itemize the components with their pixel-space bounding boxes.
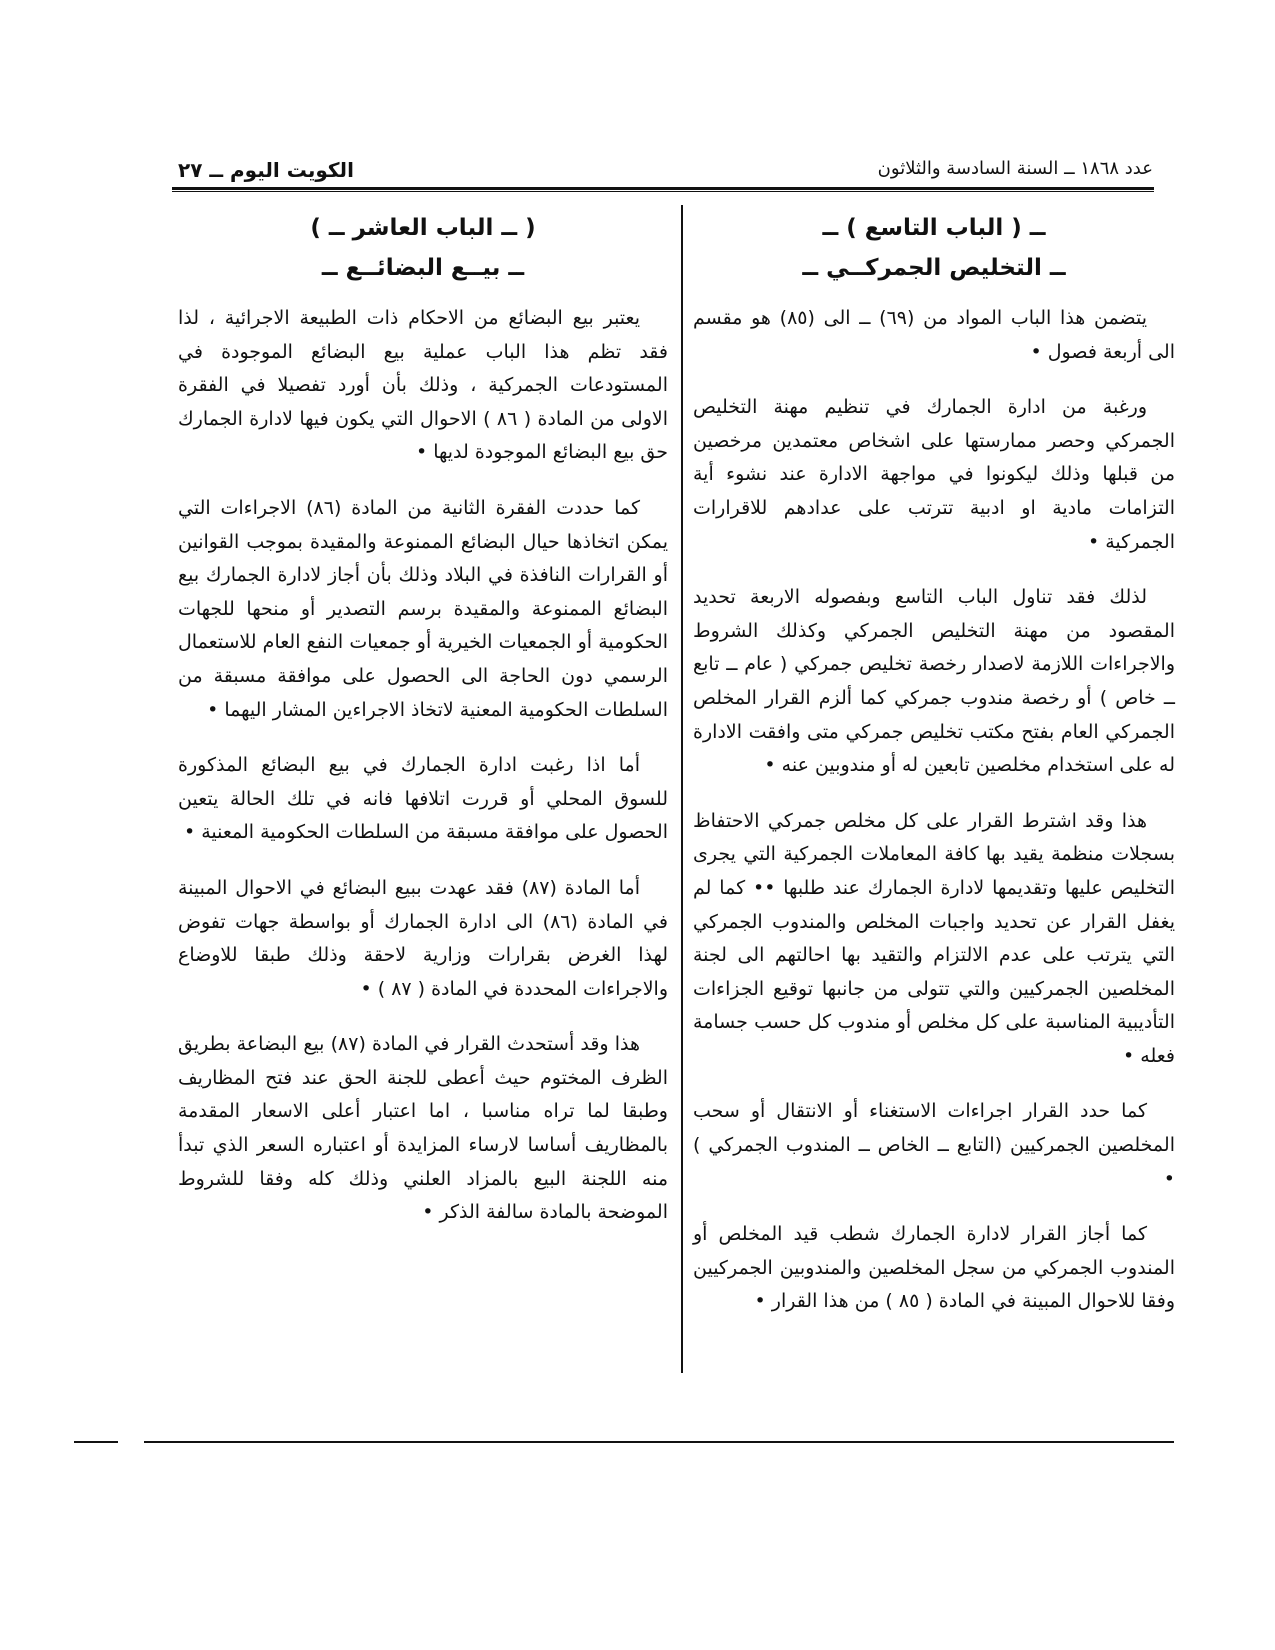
paragraph: أما المادة (٨٧) فقد عهدت ببيع البضائع في الاحوال المبينة في المادة (٨٦) الى ادارة الجمارك أو بواسطة جهات تفوض لهذا الغرض بقرارات وزارية لاحقة وذلك طبقا للاوضاع والاجراءات المحددة في المادة ( ٨٧ ) •: [178, 876, 669, 1000]
chapter-title: ــ ( الباب التاسع ) ــ: [822, 215, 1046, 241]
paragraph: كما حدد القرار اجراءات الاستغناء أو الانتقال أو سحب المخلصين الجمركيين (التابع ــ الخاص ــ المندوب الجمركي ) •: [693, 1100, 1175, 1190]
header-rule-thin: [172, 191, 1154, 192]
header-rule: [172, 187, 1154, 190]
page-header-left: الكويت اليوم ــ ٢٧: [178, 158, 354, 182]
paragraph: هذا وقد أستحدث القرار في المادة (٨٧) بيع البضاعة بطريق الظرف المختوم حيث أعطى للجنة الحق عند فتح المظاريف وطبقا لما تراه مناسبا ، اما اعتبار أعلى الاسعار المقدمة بالمظاريف أساسا لارساء المزايدة أو اعتباره السعر الذي تبدأ منه اللجنة البيع بالمزاد العلني وذلك كله وفقا للشروط الموضحة بالمادة سالفة الذكر •: [178, 1033, 668, 1224]
chapter-subtitle: ــ بيــع البضائــع ــ: [321, 255, 525, 281]
paragraph: كما حددت الفقرة الثانية من المادة (٨٦) الاجراءات التي يمكن اتخاذها حيال البضائع الممنوعة والمقيدة بموجب القوانين أو القرارات النافذة في البلاد وذلك بأن أجاز لادارة الجمارك بيع البضائع الممنوعة والمقيدة برسم التصدير أو منحها للجهات الحكومية أو الجمعيات الخيرية أو جمعيات النفع العام للاستعمال الرسمي دون الحاجة الى الحصول على موافقة مسبقة من السلطات الحكومية المعنية لاتخاذ الاجراءين المشار اليهما •: [178, 496, 668, 721]
paragraph: ورغبة من ادارة الجمارك في تنظيم مهنة التخليص الجمركي وحصر ممارستها على اشخاص معتمدين مرخصين من قبلها وذلك ليكونوا في مواجهة الادارة عند نشوء أية التزامات مادية او ادبية تترتب على عدادهم للاقرارات الجمركية •: [693, 396, 1175, 553]
chapter-title: ( ــ الباب العاشر ــ ): [310, 215, 536, 241]
left-column: [178, 208, 668, 1252]
paragraph: يتضمن هذا الباب المواد من (٦٩) ــ الى (٨٥) هو مقسم الى أربعة فصول •: [693, 307, 1175, 363]
paragraph: أما اذا رغبت ادارة الجمارك في بيع البضائع المذكورة للسوق المحلي أو قررت اتلافها فانه في تلك الحالة يتعين الحصول على موافقة مسبقة من السلطات الحكومية المعنية •: [178, 754, 668, 844]
footer-rule-stub: [74, 1441, 118, 1443]
paragraph: لذلك فقد تناول الباب التاسع وبفصوله الاربعة تحديد المقصود من مهنة التخليص الجمركي وكذلك الشروط والاجراءات اللازمة لاصدار رخصة تخليص جمركي ( عام ــ تابع ــ خاص ) أو رخصة مندوب جمركي كما ألزم القرار المخلص الجمركي العام بفتح مكتب تخليص جمركي متى وافقت الادارة له على استخدام مخلصين تابعين له أو مندوبين عنه •: [693, 586, 1175, 777]
page-header-right: عدد ١٨٦٨ ــ السنة السادسة والثلاثون: [877, 158, 1153, 179]
paragraph: كما أجاز القرار لادارة الجمارك شطب قيد المخلص أو المندوب الجمركي من سجل المخلصين والمندوبين الجمركيين وفقا للاحوال المبينة في المادة ( ٨٥ ) من هذا القرار •: [693, 1223, 1175, 1313]
paragraph: يعتبر بيع البضائع من الاحكام ذات الطبيعة الاجرائية ، لذا فقد تظم هذا الباب عملية بيع البضائع الموجودة في المستودعات الجمركية ، وذلك بأن أورد تفصيلا في الفقرة الاولى من المادة ( ٨٦ ) الاحوال التي يكون فيها لادارة الجمارك حق بيع البضائع الموجودة لديها •: [178, 307, 668, 464]
footer-rule: [144, 1441, 1174, 1443]
chapter-subtitle: ــ التخليص الجمركــي ــ: [802, 255, 1066, 281]
right-column: [693, 208, 1175, 1341]
paragraph: هذا وقد اشترط القرار على كل مخلص جمركي الاحتفاظ بسجلات منظمة يقيد بها كافة المعاملات الجمركية التي يجرى التخليص عليها وتقديمها لادارة الجمارك عند طلبها •• كما لم يغفل القرار عن تحديد واجبات المخلص والمندوب الجمركي التي يترتب على عدم الالتزام والتقيد بها احالتهم الى لجنة المخلصين الجمركيين والتي تتولى من جانبها توقيع الجزاءات التأديبية المناسبة على كل مخلص أو مندوب كل حسب جسامة فعله •: [693, 809, 1175, 1067]
column-divider: [681, 205, 683, 1373]
